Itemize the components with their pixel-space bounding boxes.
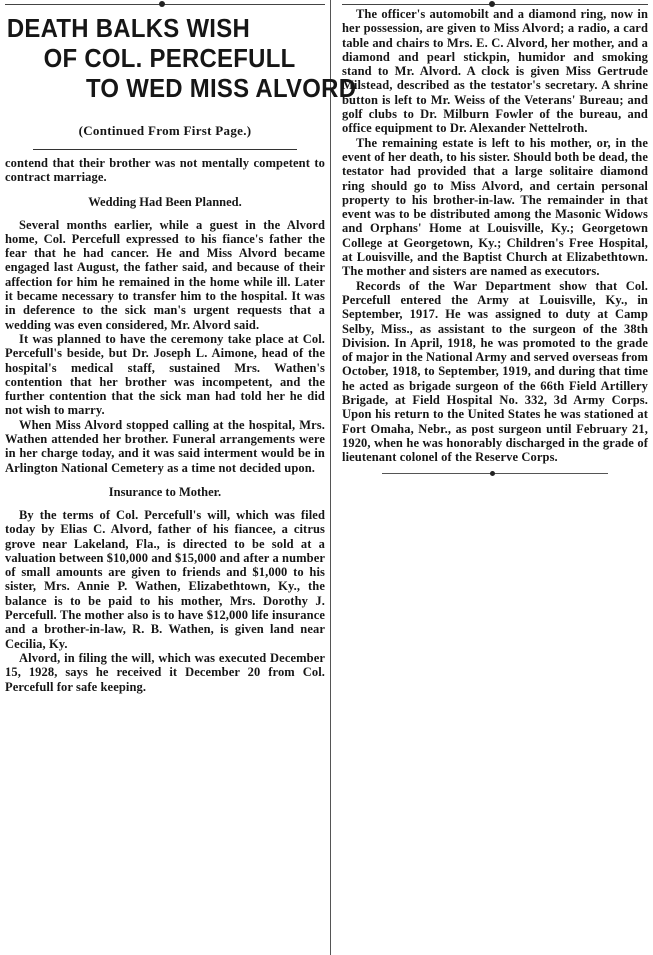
top-rule bbox=[5, 4, 325, 5]
rule-ornament bbox=[159, 1, 165, 7]
headline-line-2: OF COL. PERCEFULL bbox=[43, 43, 296, 73]
paragraph: By the terms of Col. Percefull's will, which was filed today by Elias C. Alvord, father of his fiancee, a citrus grove near Lakeland, Fla., is directed to be sold at a valuation between $10,000 and $15,000 and after a number of small amounts are given to friends and $1,000 to his sister, Mrs. Annie P. Wathen, Elizabethtown, Ky., the balance is to be paid to his mother, Mrs. Dorothy J. Percefull. The mother also is to have $12,000 life insurance and a brother-in-law, R. B. Wathen, is given land near Cecilia, Ky. bbox=[5, 507, 325, 651]
headline-line-3: TO WED MISS ALVORD bbox=[85, 73, 357, 103]
paragraph: It was planned to have the ceremony take place at Col. Percefull's beside, but Dr. Joseph L. Aimone, head of the hospital's medical staff, sustained Mrs. Wathen's contention that her brother was incompetent, and the further contention that the sick man had told her he did not wish to marry. bbox=[5, 331, 325, 418]
subhead-wedding: Wedding Had Been Planned. bbox=[88, 194, 242, 209]
paragraph: Records of the War Department show that Col. Percefull entered the Army at Louisville, Ky., in September, 1917. He was assigned to duty at Camp Selby, Miss., as assistant to the surgeon of the 38th Division. In April, 1918, he was promoted to the grade of major in the National Army and served overseas from October, 1918, to September, 1919, and during that time he acted as brigade surgeon of the 66th Field Artillery Brigade, at Field Hospital No. 332, 3d Army Corps. Upon his return to the United States he was stationed at Fort Omaha, Nebr., as post surgeon until February 21, 1920, when he was honorably discharged in the grade of lieutenant colonel of the Reserve Corps. bbox=[342, 278, 648, 465]
right-column bbox=[332, 0, 653, 712]
paragraph: When Miss Alvord stopped calling at the hospital, Mrs. Wathen attended her brother. Funeral arrangements were in her charge today, and it was said interment would be in Arlington National Cemetery as a time not decided upon. bbox=[5, 417, 325, 475]
divider bbox=[33, 149, 297, 150]
paragraph: The remaining estate is left to his mother, or, in the event of her death, to his sister. Should both be dead, the testator had provided that a large solitaire diamond ring should go to Miss Alvord, and certain personal property to his brother-in-law. The remainder in that event was to be distributed among the Masonic Widows and Orphans' Home at Louisville, Ky.; Georgetown College at Georgetown, Ky.; Children's Free Hospital, at Louisville, and the Baptist Church at Elizabethtown. The mother and sisters are named as executors. bbox=[342, 135, 648, 279]
paragraph: Several months earlier, while a guest in the Alvord home, Col. Percefull expressed to his fiance's father the fear that he had cancer. He and Miss Alvord became engaged last August, the father said, and because of their affection for him he remained in the home while ill. Later it became necessary to transfer him to the hospital. It was in deference to the sick man's urgent requests that a wedding was even considered, Mr. Alvord said. bbox=[5, 217, 325, 332]
subhead-insurance: Insurance to Mother. bbox=[108, 484, 222, 499]
headline-line-1: DEATH BALKS WISH bbox=[6, 13, 251, 43]
continued-line: (Continued From First Page.) bbox=[78, 123, 252, 138]
end-rule bbox=[382, 473, 608, 474]
paragraph: The officer's automobilt and a diamond ring, now in her possession, are given to Miss Alvord; a radio, a card table and chairs to Mrs. E. C. Alvord, her mother, and a diamond and pearl stickpin, humidor and smoking stand to Mr. Alvord. A clock is given Miss Gertrude Milstead, described as the testator's secretary. A shrine button is left to Mr. Weiss of the Veterans' Bureau; and golf clubs to Dr. Milburn Fowler of the bureau, and office equipment to Dr. Alexander Nettelroth. bbox=[342, 7, 648, 136]
headline bbox=[5, 13, 357, 103]
paragraph: contend that their brother was not mentally competent to contract marriage. bbox=[5, 156, 325, 185]
top-rule bbox=[342, 4, 648, 5]
paragraph: Alvord, in filing the will, which was executed December 15, 1928, says he received it December 20 from Col. Percefull for safe keeping. bbox=[5, 650, 325, 694]
rule-ornament bbox=[489, 1, 495, 7]
rule-ornament bbox=[490, 471, 495, 476]
